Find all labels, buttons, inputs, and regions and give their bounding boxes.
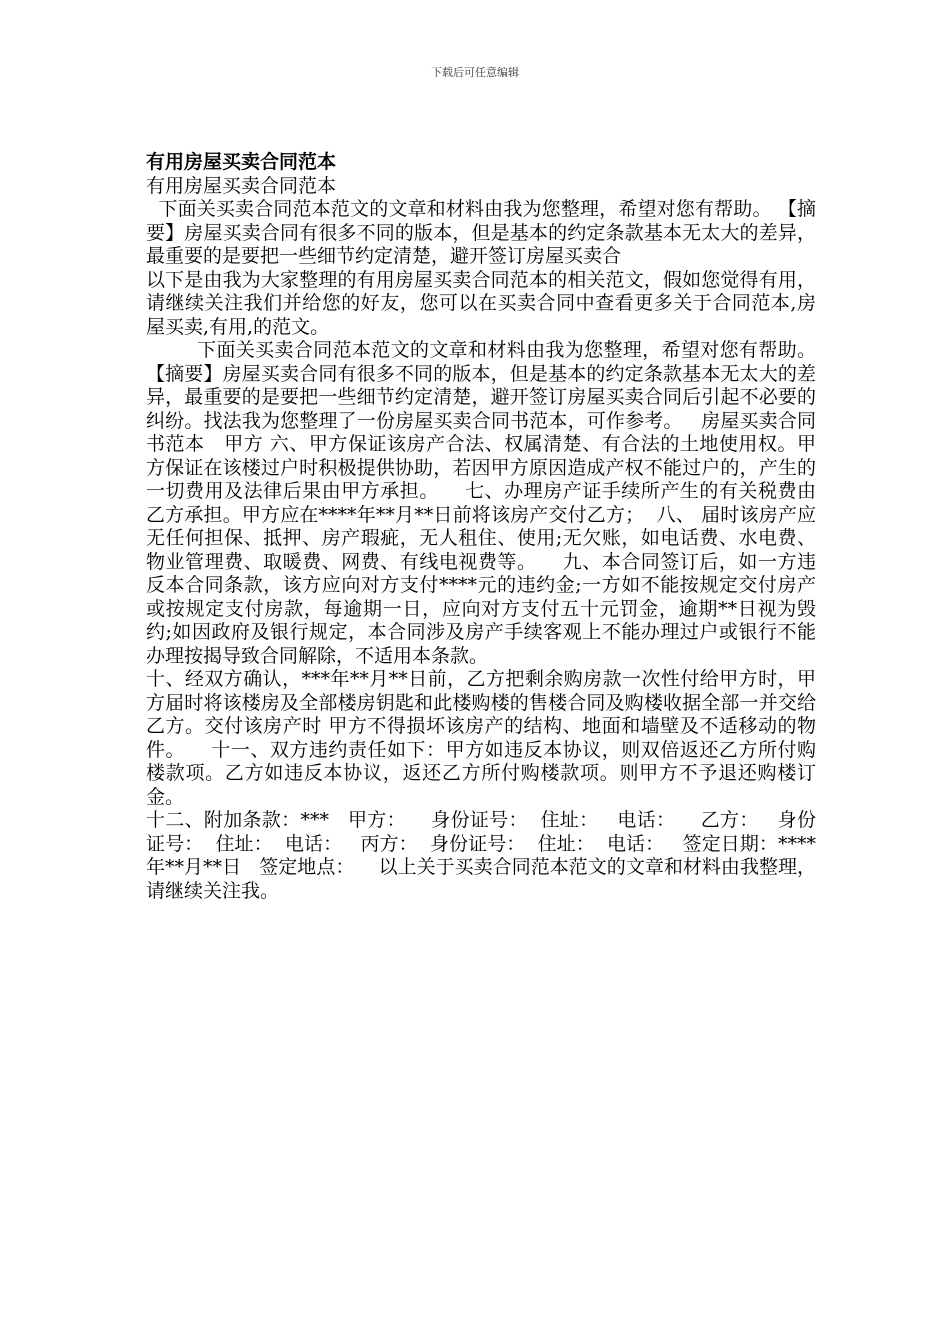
paragraph-intro: 下面关买卖合同范本范文的文章和材料由我为您整理，希望对您有帮助。 【摘要】房屋买卖合同有很多不同的版本，但是基本的约定条款基本无太大的差异，最重要的是要把一些细节约定清楚，避开签订房屋买卖合 [146, 198, 816, 267]
page-header-note: 下载后可任意编辑 [431, 66, 519, 79]
paragraph-clause-twelve: 十二、附加条款：*** 甲方： 身份证号： 住址： 电话： 乙方： 身份证号： 住址： 电话： 丙方： 身份证号： 住址： 电话： 签定日期：****年**月**日 签定地点： 以上关于买卖合同范本范文的文章和材料由我整理，请继续关注我。 [146, 809, 816, 902]
document-title: 有用房屋买卖合同范本 [146, 151, 337, 173]
document-body [146, 150, 835, 903]
paragraph-related: 以下是由我为大家整理的有用房屋买卖合同范本的相关范文，假如您觉得有用，请继续关注我们并给您的好友，您可以在买卖合同中查看更多关于合同范本,房屋买卖,有用,的范文。 [146, 268, 816, 338]
paragraph-clause-ten-eleven: 十、经双方确认，***年**月**日前，乙方把剩余购房款一次性付给甲方时，甲方届时将该楼房及全部楼房钥匙和此楼购楼的售楼合同及购楼收据全部一并交给乙方。交付该房产时 甲方不得损坏该房产的结构、地面和墙壁及不适移动的物件。 十一、双方违约责任如下：甲方如违反本协议，则双倍返还乙方所付购楼款项。乙方如违反本协议，返还乙方所付购楼款项。则甲方不予退还购楼订金。 [146, 668, 816, 808]
paragraph-contract-main: 下面关买卖合同范本范文的文章和材料由我为您整理，希望对您有帮助。 【摘要】房屋买卖合同有很多不同的版本，但是基本的约定条款基本无太大的差异，最重要的是要把一些细节约定清楚，避开签订房屋买卖合同后引起不必要的纠纷。找法我为您整理了一份房屋买卖合同书范本，可作参考。 房屋买卖合同书范本 甲方 六、甲方保证该房产合法、权属清楚、有合法的土地使用权。甲方保证在该楼过户时积极提供协助，若因甲方原因造成产权不能过户的，产生的一切费用及法律后果由甲方承担。 七、办理房产证手续所产生的有关税费由乙方承担。甲方应在****年**月**日前将该房产交付乙方； 八、 届时该房产应无任何担保、抵押、房产瑕疵，无人租住、使用;无欠账，如电话费、水电费、物业管理费、取暖费、网费、有线电视费等。 九、本合同签订后，如一方违反本合同条款，该方应向对方支付****元的违约金;一方如不能按规定交付房产或按规定支付房款，每逾期一日，应向对方支付五十元罚金，逾期**日视为毁约;如因政府及银行规定，本合同涉及房产手续客观上不能办理过户或银行不能办理按揭导致合同解除，不适用本条款。 [146, 339, 835, 667]
document-subtitle: 有用房屋买卖合同范本 [146, 175, 337, 197]
